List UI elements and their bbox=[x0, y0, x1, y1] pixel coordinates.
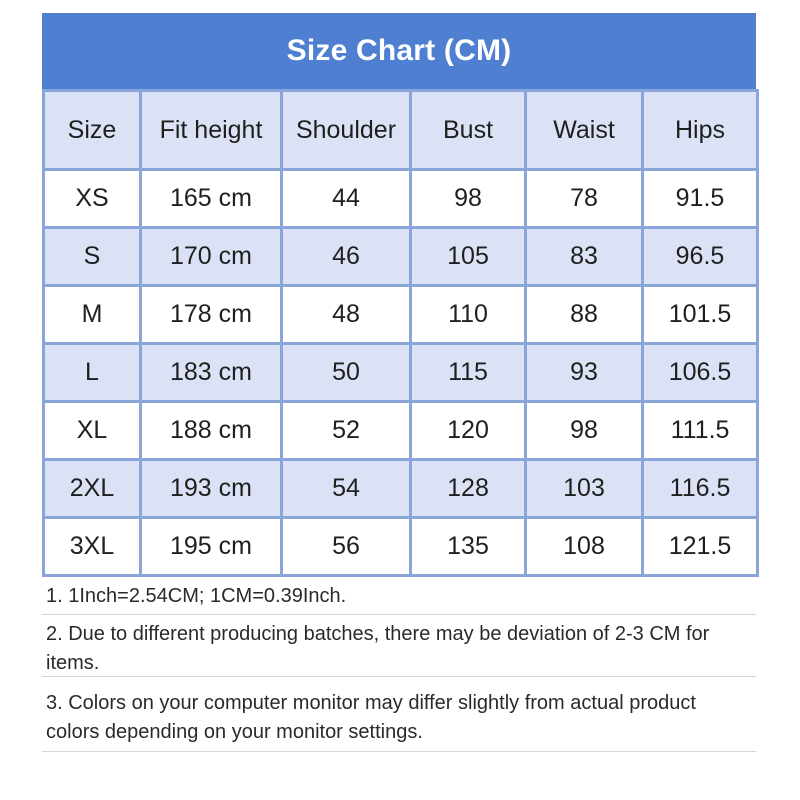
note-conversion: 1. 1Inch=2.54CM; 1CM=0.39Inch. bbox=[42, 577, 756, 615]
cell-fit-height: 170 cm bbox=[141, 228, 282, 286]
size-chart bbox=[42, 13, 756, 752]
cell-fit-height: 195 cm bbox=[141, 518, 282, 576]
cell-waist: 83 bbox=[526, 228, 643, 286]
cell-waist: 108 bbox=[526, 518, 643, 576]
cell-hips: 106.5 bbox=[643, 344, 758, 402]
note-colors: 3. Colors on your computer monitor may differ slightly from actual product colors depending on your monitor settings. bbox=[42, 677, 756, 752]
notes-section bbox=[42, 577, 756, 752]
table-row bbox=[44, 518, 758, 576]
size-table bbox=[42, 89, 759, 577]
cell-bust: 110 bbox=[411, 286, 526, 344]
cell-shoulder: 54 bbox=[282, 460, 411, 518]
header-bust: Bust bbox=[411, 91, 526, 170]
cell-shoulder: 48 bbox=[282, 286, 411, 344]
cell-bust: 98 bbox=[411, 170, 526, 228]
table-row bbox=[44, 460, 758, 518]
cell-fit-height: 165 cm bbox=[141, 170, 282, 228]
header-shoulder: Shoulder bbox=[282, 91, 411, 170]
cell-waist: 88 bbox=[526, 286, 643, 344]
cell-fit-height: 178 cm bbox=[141, 286, 282, 344]
table-row bbox=[44, 286, 758, 344]
header-fit-height: Fit height bbox=[141, 91, 282, 170]
note-deviation: 2. Due to different producing batches, there may be deviation of 2-3 CM for items. bbox=[42, 615, 756, 677]
cell-size: XL bbox=[44, 402, 141, 460]
cell-bust: 128 bbox=[411, 460, 526, 518]
cell-size: XS bbox=[44, 170, 141, 228]
cell-shoulder: 46 bbox=[282, 228, 411, 286]
cell-size: S bbox=[44, 228, 141, 286]
cell-hips: 116.5 bbox=[643, 460, 758, 518]
header-size: Size bbox=[44, 91, 141, 170]
cell-hips: 101.5 bbox=[643, 286, 758, 344]
cell-bust: 115 bbox=[411, 344, 526, 402]
cell-waist: 93 bbox=[526, 344, 643, 402]
cell-hips: 96.5 bbox=[643, 228, 758, 286]
table-row bbox=[44, 344, 758, 402]
cell-bust: 105 bbox=[411, 228, 526, 286]
cell-size: 2XL bbox=[44, 460, 141, 518]
header-waist: Waist bbox=[526, 91, 643, 170]
chart-title: Size Chart (CM) bbox=[42, 13, 756, 89]
table-row bbox=[44, 402, 758, 460]
cell-shoulder: 50 bbox=[282, 344, 411, 402]
table-row bbox=[44, 170, 758, 228]
cell-size: 3XL bbox=[44, 518, 141, 576]
cell-shoulder: 56 bbox=[282, 518, 411, 576]
cell-fit-height: 188 cm bbox=[141, 402, 282, 460]
table-row bbox=[44, 228, 758, 286]
cell-waist: 98 bbox=[526, 402, 643, 460]
table-header-row bbox=[44, 91, 758, 170]
cell-bust: 120 bbox=[411, 402, 526, 460]
cell-shoulder: 44 bbox=[282, 170, 411, 228]
cell-waist: 78 bbox=[526, 170, 643, 228]
cell-hips: 91.5 bbox=[643, 170, 758, 228]
cell-bust: 135 bbox=[411, 518, 526, 576]
cell-fit-height: 193 cm bbox=[141, 460, 282, 518]
cell-fit-height: 183 cm bbox=[141, 344, 282, 402]
header-hips: Hips bbox=[643, 91, 758, 170]
cell-size: L bbox=[44, 344, 141, 402]
cell-hips: 121.5 bbox=[643, 518, 758, 576]
cell-shoulder: 52 bbox=[282, 402, 411, 460]
cell-waist: 103 bbox=[526, 460, 643, 518]
cell-size: M bbox=[44, 286, 141, 344]
cell-hips: 111.5 bbox=[643, 402, 758, 460]
